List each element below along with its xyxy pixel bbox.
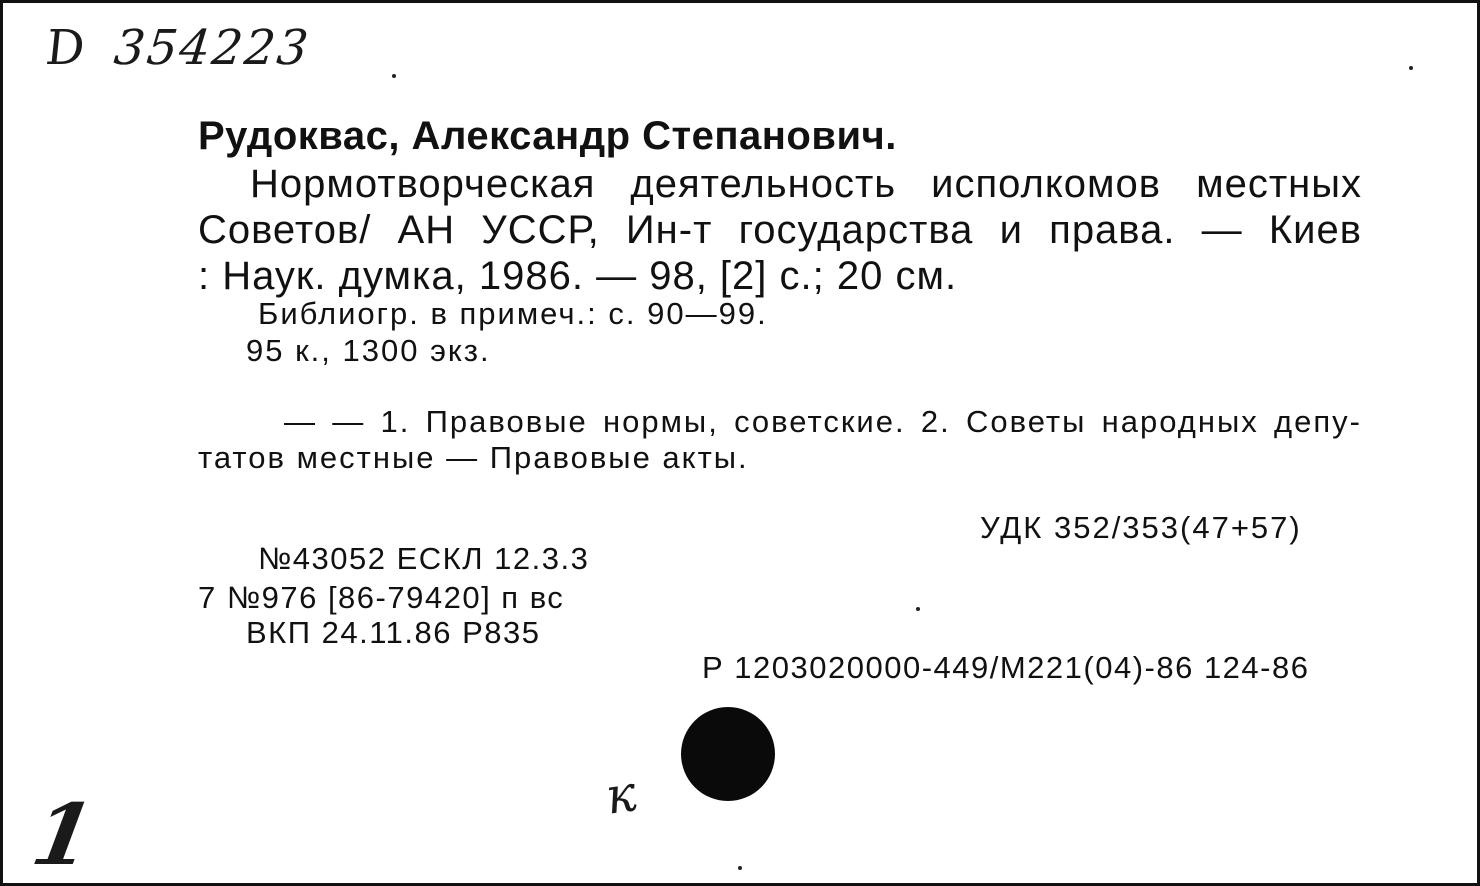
catalog-code-2: 7 №976 [86-79420] п вс (198, 580, 565, 615)
handwritten-1-mark: 1 (25, 785, 102, 884)
title-line-1: Нормотворческая деятельность исполкомов местных (250, 162, 1362, 206)
punched-dot-mark (681, 707, 775, 801)
price-copies-note: 95 к., 1300 экз. (246, 333, 491, 368)
handwritten-k-mark: к (602, 764, 640, 826)
speck (392, 74, 396, 78)
speck (1409, 66, 1413, 70)
title-line-2: Советов/ АН УССР, Ин-т государства и права. — Киев (198, 208, 1362, 252)
bibliography-note: Библиогр. в примеч.: с. 90—99. (258, 296, 768, 331)
speck (916, 607, 920, 611)
shelfmark-number: 354223 (111, 20, 313, 76)
shelfmark (43, 20, 313, 76)
catalog-code-3: ВКП 24.11.86 Р835 (246, 615, 541, 650)
author-heading: Рудоквас, Александр Степанович. (198, 114, 897, 158)
subject-headings-line-1: — — 1. Правовые нормы, советские. 2. Советы народных депу- (284, 404, 1362, 439)
catalog-code-1: №43052 ЕСКЛ 12.3.3 (258, 541, 590, 576)
udk-code: УДК 352/353(47+57) (980, 510, 1302, 545)
subject-headings-line-2: татов местные — Правовые акты. (198, 440, 749, 475)
price-code: Р 1203020000-449/М221(04)-86 124-86 (702, 650, 1310, 685)
speck (738, 866, 742, 870)
shelfmark-letter: D (43, 20, 90, 76)
title-line-3: : Наук. думка, 1986. — 98, [2] с.; 20 см. (198, 254, 958, 298)
